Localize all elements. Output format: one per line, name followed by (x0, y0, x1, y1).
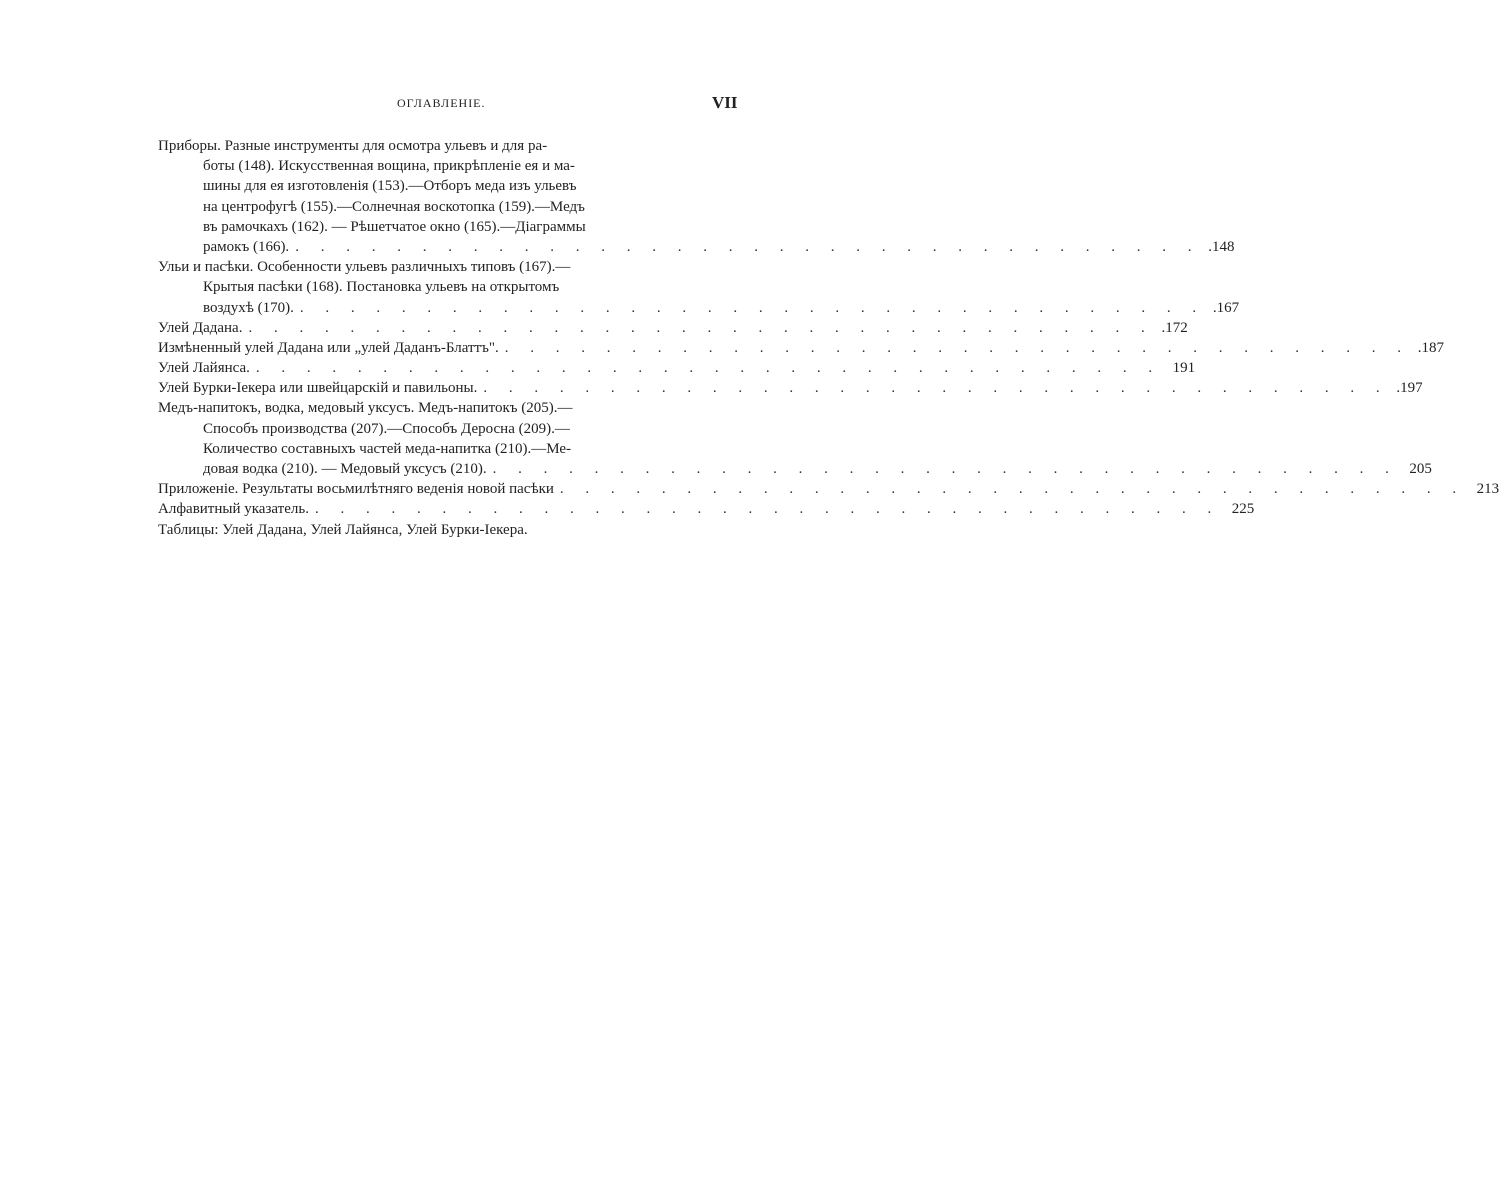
toc-entry-title: довая водка (210). — Медовый уксусъ (210). (203, 461, 487, 477)
dot-leader: . . . . . . . . . . . . . . . . . . . . . . . . . . . . . . . . . . . . (492, 461, 1398, 477)
toc-page-number: .197 (1396, 380, 1423, 397)
toc-entry (158, 338, 1444, 358)
toc-entry-title: Таблицы: Улей Дадана, Улей Лайянса, Улей Бурки-Iекера. (158, 521, 528, 538)
toc-page-number: .172 (1161, 319, 1188, 336)
dot-leader: . . . . . . . . . . . . . . . . . . . . . . . . . . . . . . . . . . . . (248, 319, 1154, 336)
toc-page-number: 191 (1172, 360, 1196, 377)
toc-entry (158, 318, 1188, 338)
toc-page-number: 225 (1231, 501, 1255, 518)
toc-entry-last-line (158, 499, 1255, 519)
dot-leader: . . . . . . . . . . . . . . . . . . . . . . . . . . . . . . . . . . . . (504, 339, 1410, 356)
toc-entry (158, 520, 738, 540)
toc-entry-last-line (158, 358, 1196, 378)
toc-entry (158, 499, 1255, 519)
toc-entry-last-line (158, 520, 738, 540)
toc-entry-line: шины для ея изготовленiя (153).—Отборъ меда изъ ульевъ (203, 178, 577, 195)
toc-entry (158, 136, 1235, 257)
page-number: VII (712, 93, 738, 112)
toc-entry-title: рамокъ (166). (203, 238, 290, 255)
toc-page-number: 205 (1409, 461, 1432, 477)
toc-entry-title: Приложенiе. Результаты восьмилѣтняго веденія новой пасѣки (158, 481, 554, 498)
toc-entry (158, 479, 1499, 499)
dot-leader: . . . . . . . . . . . . . . . . . . . . . . . . . . . . . . . . . . . . (483, 380, 1389, 397)
toc-entry-line: Крытыя пасѣки (168). Постановка ульевъ на открытомъ (203, 279, 560, 296)
toc-page-number: .148 (1208, 238, 1235, 255)
dot-leader: . . . . . . . . . . . . . . . . . . . . . . . . . . . . . . . . . . . . (299, 299, 1206, 316)
toc-entry-line: Приборы. Разные инструменты для осмотра ульевъ и для ра- (158, 138, 548, 154)
toc-entry-title: Улей Дадана. (158, 319, 243, 336)
toc-entry-line: Ульи и пасѣки. Особенности ульевъ различныхъ типовъ (167).— (158, 259, 571, 276)
toc-entry (158, 257, 1240, 318)
toc-entry-last-line (158, 479, 1499, 499)
toc-entry-last-line (158, 378, 1423, 398)
toc-entry-line: Количество составныхъ частей меда-напитка (210).—Ме- (203, 440, 571, 457)
toc-entry (158, 398, 1432, 479)
toc-entry-line: Медъ-напитокъ, водка, медовый уксусъ. Медъ-напитокъ (205).— (158, 400, 573, 417)
dot-leader: . . . . . . . . . . . . . . . . . . . . . . . . . . . . . . . . . . . . (255, 360, 1162, 377)
toc-entry-line: боты (148). Искусственная вощина, прикрѣпленiе ея и ма- (203, 158, 575, 175)
toc-entry (158, 358, 1196, 378)
toc-entry-title: воздухѣ (170). (203, 299, 294, 316)
toc-entry-line: Способъ производства (207).—Способъ Деросна (209).— (203, 420, 570, 437)
toc-entry-title: Улей Бурки-Iекера или швейцарскій и павильоны. (158, 380, 478, 397)
page-header (0, 93, 840, 120)
dot-leader: . . . . . . . . . . . . . . . . . . . . . . . . . . . . . . . . . . . . (559, 481, 1466, 498)
toc-entry-last-line (158, 318, 1188, 338)
table-of-contents (158, 136, 1499, 540)
toc-entry-last-line (158, 298, 1240, 318)
toc-entry-title: Алфавитный указатель. (158, 501, 309, 518)
toc-entry-last-line (158, 338, 1444, 358)
page-title: ОГЛАВЛЕНIЕ. (397, 96, 486, 110)
toc-entry-last-line (158, 459, 1432, 479)
toc-entry-line: въ рамочкахъ (162). — Рѣшетчатое окно (165).—Діаграммы (203, 218, 586, 235)
toc-page-number: 213 (1476, 481, 1499, 498)
toc-page-number: .187 (1417, 339, 1444, 356)
toc-entry-last-line (158, 237, 1235, 257)
toc-entry (158, 378, 1423, 398)
toc-entry-title: Улей Лайянса. (158, 360, 250, 377)
toc-entry-line: на центрофугѣ (155).—Солнечная воскотопка (159).—Медъ (203, 198, 585, 215)
toc-page-number: .167 (1212, 299, 1240, 316)
dot-leader: . . . . . . . . . . . . . . . . . . . . . . . . . . . . . . . . . . . . (314, 501, 1221, 518)
toc-entry-title: Измѣненный улей Дадана или „улей Даданъ-Блаттъ". (158, 339, 499, 356)
dot-leader: . . . . . . . . . . . . . . . . . . . . . . . . . . . . . . . . . . . . (295, 238, 1201, 255)
